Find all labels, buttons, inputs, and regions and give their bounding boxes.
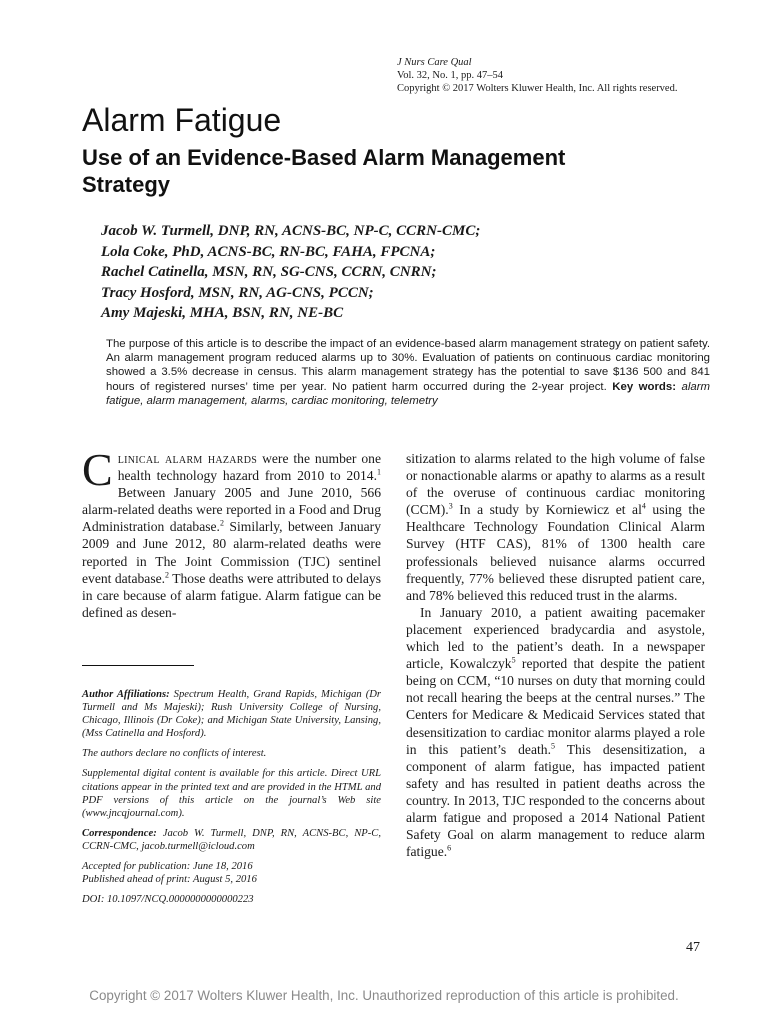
abstract bbox=[106, 337, 710, 408]
body-text: reported that despite the patient being on CCM, “10 nurses on duty that morning could not recall hearing the beeps at the central nurses.” The Centers for Medicare & Medicaid Services stated that desensitization to cardiac monitor alarms played a role in this patient’s death. bbox=[406, 656, 705, 757]
author-line: Jacob W. Turmell, DNP, RN, ACNS-BC, NP-C, CCRN-CMC; bbox=[101, 223, 481, 239]
journal-copyright: Copyright © 2017 Wolters Kluwer Health, Inc. All rights reserved. bbox=[397, 83, 678, 94]
intro-paragraph bbox=[82, 444, 382, 621]
author-line: Tracy Hosford, MSN, RN, AG-CNS, PCCN; bbox=[101, 284, 374, 301]
copyright-footer: Copyright © 2017 Wolters Kluwer Health, Inc. Unauthorized reproduction of this article is prohibited. bbox=[89, 988, 679, 1003]
correspondence bbox=[82, 827, 381, 853]
conflicts-statement: The authors declare no conflicts of interest. bbox=[82, 748, 267, 760]
journal-name: J Nurs Care Qual bbox=[397, 57, 472, 68]
citation-ref: 5 bbox=[550, 741, 555, 751]
citation-ref: 6 bbox=[447, 843, 452, 853]
footnotes bbox=[82, 688, 381, 913]
correspondence-label: Correspondence: bbox=[82, 827, 157, 839]
citation-ref: 2 bbox=[219, 518, 224, 528]
journal-info bbox=[397, 56, 727, 95]
author-list bbox=[101, 221, 661, 324]
body-paragraph bbox=[406, 450, 705, 604]
body-text: were the number one health technology hazard from 2010 to 2014. bbox=[117, 451, 381, 484]
body-paragraph bbox=[406, 604, 705, 860]
citation-ref: 2 bbox=[165, 570, 170, 580]
body-text: In January 2010, a patient awaiting pacemaker placement experienced bradycardia and asystole, which led to the patient’s death. In a newspaper article, Kowalczyk bbox=[406, 604, 705, 672]
body-column-right bbox=[406, 450, 705, 860]
citation-ref: 4 bbox=[641, 501, 646, 511]
abstract-text: The purpose of this article is to describe the impact of an evidence-based alarm management strategy on patient safety. An alarm management program reduced alarms up to 30%. Evaluation of patients on continuous cardiac monitoring showed a 3.5% decrease in census. This alarm management strategy has the potential to save $136 500 and 841 hours of registered nurses’ time per year. No patient harm occurred during the 2-year project. bbox=[106, 338, 710, 393]
body-text: Between January 2005 and June 2010, 566 alarm-related deaths were reported in a Food and Drug Administration database. bbox=[82, 485, 381, 535]
body-column-left bbox=[82, 444, 382, 621]
keywords: alarm fatigue, alarm management, alarms, cardiac monitoring, telemetry bbox=[106, 380, 710, 407]
supplemental-note: Supplemental digital content is available for this article. Direct URL citations appear in the printed text and are provided in the HTML and PDF versions of this article on the journal’s Web site (www.jncqjournal.com). bbox=[82, 768, 381, 819]
correspondence-text: Jacob W. Turmell, DNP, RN, ACNS-BC, NP-C, CCRN-CMC, jacob.turmell@icloud.com bbox=[82, 827, 381, 852]
body-text: This desensitization, a component of alarm fatigue, has impacted patient safety and has resulted in patient deaths across the country. In 2013, TJC responded to the concerns about alarm fatigue and proposed a 2014 National Patient Safety Goal on alarm management to reduce alarm fatigue. bbox=[406, 741, 705, 860]
doi: DOI: 10.1097/NCQ.0000000000000223 bbox=[82, 894, 254, 906]
body-text: using the Healthcare Technology Foundation Clinical Alarm Survey (HTF CAS), 81% of 1300 health care professionals believed nuisance alarms occurred frequently, 77% believed these disrupted patient care, and 78% believed this reduced trust in the alarms. bbox=[406, 502, 705, 603]
citation-ref: 1 bbox=[377, 467, 381, 477]
drop-cap: C bbox=[82, 444, 113, 495]
body-text: sitization to alarms related to the high volume of false or nonactionable alarms or apathy to alarms as a result of the overuse of continuous cardiac monitoring (CCM). bbox=[406, 451, 705, 518]
author-line: Lola Coke, PhD, ACNS-BC, RN-BC, FAHA, FPCNA; bbox=[101, 243, 436, 260]
citation-ref: 3 bbox=[448, 501, 453, 511]
keywords-label: Key words: bbox=[612, 380, 676, 393]
page-number: 47 bbox=[686, 940, 700, 955]
body-text: Similarly, between January 2009 and June 2012, 80 alarm-related deaths were reported in The Joint Commission (TJC) sentinel event database. bbox=[82, 519, 382, 586]
body-text: In a study by Korniewicz et al bbox=[452, 502, 642, 518]
citation-ref: 5 bbox=[511, 655, 516, 665]
published-date: Published ahead of print: August 5, 2016 bbox=[82, 874, 257, 886]
article-subtitle: Use of an Evidence-Based Alarm Management Strategy bbox=[82, 145, 566, 197]
author-line: Amy Majeski, MHA, BSN, RN, NE-BC bbox=[101, 305, 344, 321]
body-text: Those deaths were attributed to delays in care because of alarm fatigue. Alarm fatigue can be defined as desen- bbox=[82, 570, 381, 620]
lead-in-caps: linical alarm hazards bbox=[117, 451, 258, 466]
author-affiliations bbox=[82, 688, 381, 740]
affiliations-text: Spectrum Health, Grand Rapids, Michigan (Dr Turmell and Ms Majeski); Rush University College of Nursing, Chicago, Illinois (Dr Coke); and Michigan State University, Lansing, (Mss Catinella and Hosford). bbox=[82, 689, 381, 740]
journal-volume: Vol. 32, No. 1, pp. 47–54 bbox=[397, 70, 503, 81]
affiliations-label: Author Affiliations: bbox=[82, 689, 170, 700]
author-line: Rachel Catinella, MSN, RN, SG-CNS, CCRN, CNRN; bbox=[101, 264, 437, 280]
accepted-date: Accepted for publication: June 18, 2016 bbox=[82, 861, 253, 873]
footnote-divider bbox=[82, 665, 194, 666]
article-title: Alarm Fatigue bbox=[82, 102, 282, 138]
